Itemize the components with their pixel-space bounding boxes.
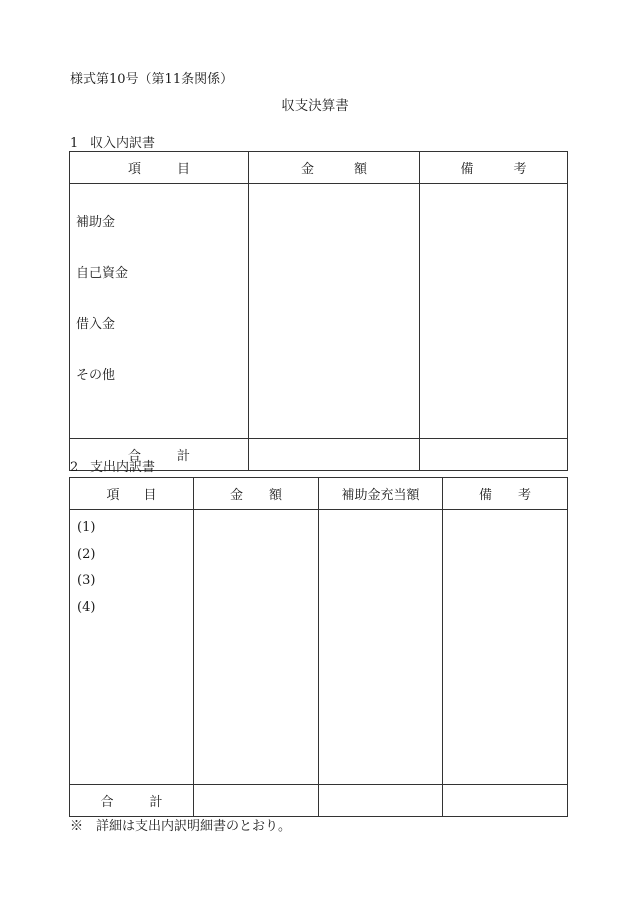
income-remarks-cell[interactable] [420, 184, 568, 439]
expense-section-heading [70, 460, 155, 476]
expense-table [69, 477, 568, 817]
income-header-item: 項 目 [70, 152, 249, 184]
income-total-amount-cell[interactable] [249, 439, 420, 471]
footnote: ※ 詳細は支出内訳明細書のとおり。 [70, 819, 292, 834]
income-items-cell [70, 184, 249, 439]
expense-header-item: 項 目 [70, 478, 194, 510]
expense-body-row [70, 510, 568, 785]
income-header-row [70, 152, 568, 184]
income-item-subsidy: 補助金 [76, 215, 116, 230]
form-number: 様式第10号（第11条関係） [70, 72, 234, 87]
income-total-remarks-cell[interactable] [420, 439, 568, 471]
expense-total-remarks-cell[interactable] [443, 785, 568, 817]
expense-total-row [70, 785, 568, 817]
expense-total-subsidy-cell[interactable] [319, 785, 443, 817]
income-section-heading [70, 136, 155, 152]
expense-subsidy-cell[interactable] [319, 510, 443, 785]
income-amount-cell[interactable] [249, 184, 420, 439]
income-item-other: その他 [76, 368, 116, 383]
expense-header-amount: 金 額 [194, 478, 319, 510]
income-section-number: 1 [70, 136, 79, 151]
expense-remarks-cell[interactable] [443, 510, 568, 785]
expense-item-2: (2) [77, 546, 96, 562]
expense-total-label: 合 計 [70, 785, 194, 817]
expense-section-title: 支出内訳書 [90, 460, 156, 475]
expense-items-cell [70, 510, 194, 785]
income-section-title: 収入内訳書 [90, 136, 156, 151]
income-item-own-funds: 自己資金 [76, 266, 129, 281]
expense-section-number: 2 [70, 460, 79, 475]
expense-header-subsidy: 補助金充当額 [319, 478, 443, 510]
income-body-row [70, 184, 568, 439]
expense-item-4: (4) [77, 599, 96, 615]
expense-total-amount-cell[interactable] [194, 785, 319, 817]
expense-item-3: (3) [77, 573, 96, 588]
income-header-remarks: 備 考 [420, 152, 568, 184]
expense-header-row [70, 478, 568, 510]
income-total-label: 合 計 [70, 439, 249, 471]
expense-item-1: (1) [77, 520, 96, 535]
expense-amount-cell[interactable] [194, 510, 319, 785]
income-header-amount: 金 額 [249, 152, 420, 184]
income-table [69, 151, 568, 471]
income-item-loan: 借入金 [76, 317, 116, 332]
expense-header-remarks: 備 考 [443, 478, 568, 510]
document-title: 収支決算書 [281, 98, 349, 114]
